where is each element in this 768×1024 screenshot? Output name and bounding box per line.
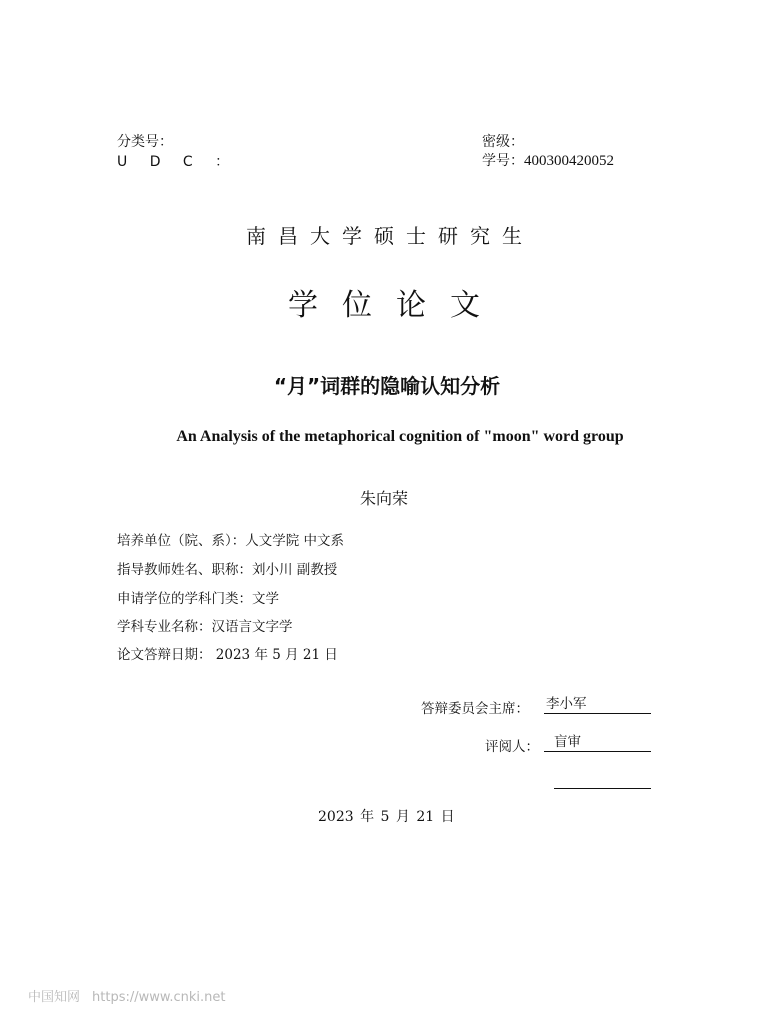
cnki-brand: 中国知网 <box>28 990 81 1005</box>
reviewer-label: 评阅人： <box>485 739 539 755</box>
secrecy-label: 密级： <box>482 134 524 150</box>
degree-type: 学位论文 <box>288 288 504 323</box>
university-name: 南昌大学硕士研究生 <box>246 224 534 248</box>
classification-label: 分类号： <box>117 134 173 150</box>
cnki-url: https://www.cnki.net <box>92 990 226 1005</box>
committee-chair-line <box>544 696 651 714</box>
discipline-info: 申请学位的学科门类：文学 <box>117 591 279 607</box>
submission-date: 2023 年 5 月 21 日 <box>318 809 455 825</box>
student-id-label: 学号： <box>482 153 524 169</box>
advisor-info: 指导教师姓名、职称：刘小川 副教授 <box>117 562 338 578</box>
cnki-watermark <box>28 986 225 1005</box>
major-info: 学科专业名称：汉语言文字学 <box>117 619 293 635</box>
student-id-row <box>482 150 614 170</box>
committee-chair-label: 答辩委员会主席： <box>421 701 529 717</box>
student-id-value: 400300420052 <box>524 153 614 169</box>
thesis-title-en: An Analysis of the metaphorical cognition of "moon" word group <box>176 428 624 445</box>
author-name: 朱向荣 <box>359 489 408 508</box>
thesis-title-cn: “月”词群的隐喻认知分析 <box>273 374 501 398</box>
defense-date: 论文答辩日期： 2023 年 5 月 21 日 <box>117 647 338 663</box>
third-signature-line <box>554 771 651 789</box>
training-unit: 培养单位（院、系）：人文学院 中文系 <box>117 533 345 549</box>
committee-chair-name: 李小军 <box>546 696 587 712</box>
udc-label: U D C ： <box>117 154 239 170</box>
reviewer-name: 盲审 <box>554 734 581 750</box>
reviewer-line <box>544 734 651 752</box>
